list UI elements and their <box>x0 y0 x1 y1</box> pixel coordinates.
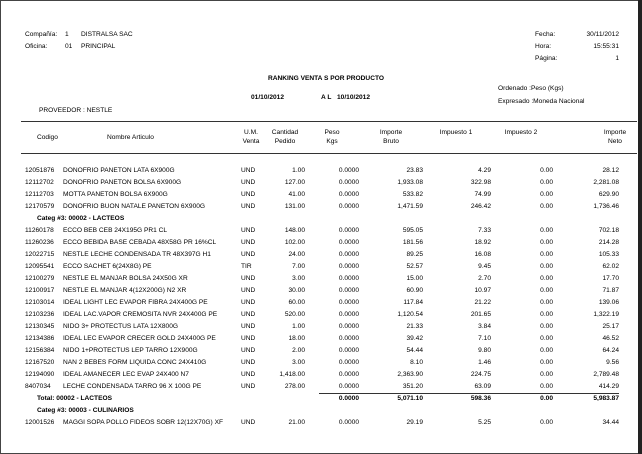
total-imp2: 0.00 <box>540 395 553 402</box>
cell-qty: 3.00 <box>292 359 305 366</box>
cell-name: NESTLE EL MANJAR BOLSA 24X50G XR <box>63 275 188 282</box>
cell-imp1: 9.45 <box>478 263 491 270</box>
cell-peso: 0.0000 <box>338 227 359 234</box>
cell-imp1: 18.92 <box>474 239 491 246</box>
cell-name: ECCO BEBIDA BASE CEBADA 48X58G PR 16%CL <box>63 239 217 246</box>
cell-neto: 1,736.46 <box>593 203 619 210</box>
company-code: 1 <box>65 31 69 38</box>
expresado-text: Expresado :Moneda Nacional <box>498 98 585 105</box>
pagina-label: Página: <box>535 55 558 62</box>
cell-peso: 0.0000 <box>338 347 359 354</box>
total-peso: 0.0000 <box>338 395 359 402</box>
cell-name: NAN 2 BEBES FORM LIQUIDA CONC 24X410G <box>63 359 207 366</box>
cell-bruto: 1,933.08 <box>397 179 423 186</box>
cell-bruto: 39.42 <box>406 335 423 342</box>
cell-name: DONOFRIO PANETON LATA 6X900G <box>63 167 175 174</box>
col-um-1: U.M. <box>244 129 258 136</box>
cell-imp2: 0.00 <box>540 311 553 318</box>
col-neto-1: Importe <box>603 129 627 136</box>
cell-bruto: 1,120.54 <box>397 311 423 318</box>
cell-um: UND <box>241 167 256 174</box>
cell-imp1: 16.08 <box>474 251 491 258</box>
cell-code: 12134386 <box>25 335 55 342</box>
cell-peso: 0.0000 <box>338 419 359 426</box>
fecha-label: Fecha: <box>535 31 556 38</box>
cell-imp2: 0.00 <box>540 227 553 234</box>
cell-code: 12001526 <box>25 419 55 426</box>
cell-imp2: 0.00 <box>540 239 553 246</box>
cell-name: NESTLE EL MANJAR 4(12X200G) N2 XR <box>63 287 187 294</box>
cell-qty: 520.00 <box>284 311 305 318</box>
cell-imp1: 2.70 <box>478 275 491 282</box>
cell-qty: 21.00 <box>288 419 305 426</box>
cell-name: IDEAL AMANECER LEC EVAP 24X400 N7 <box>63 371 189 378</box>
cell-bruto: 54.44 <box>406 347 423 354</box>
cell-neto: 2,789.48 <box>593 371 619 378</box>
cell-name: IDEAL LEC EVAPOR CRECER GOLD 24X400G PE <box>63 335 216 342</box>
cell-name: IDEAL LAC.VAPOR CREMOSITA NVR 24X400G PE <box>63 311 218 318</box>
cell-um: UND <box>241 299 256 306</box>
company-name: DISTRALSA SAC <box>81 31 133 38</box>
cell-imp1: 201.65 <box>470 311 491 318</box>
cell-imp1: 5.25 <box>478 419 491 426</box>
cell-imp2: 0.00 <box>540 323 553 330</box>
cell-imp1: 10.97 <box>474 287 491 294</box>
cell-um: UND <box>241 227 256 234</box>
cell-qty: 24.00 <box>288 251 305 258</box>
cell-name: MOTTA PANETON BOLSA 6X900G <box>63 191 168 198</box>
cell-imp2: 0.00 <box>540 419 553 426</box>
cell-bruto: 60.90 <box>406 287 423 294</box>
cell-imp2: 0.00 <box>540 275 553 282</box>
cell-imp1: 322.98 <box>470 179 491 186</box>
cell-imp1: 1.46 <box>478 359 491 366</box>
cell-name: NIDO 3+ PROTECTUS LATA 12X800G <box>63 323 179 330</box>
office-label: Oficina: <box>25 43 48 50</box>
cell-code: 12051876 <box>25 167 55 174</box>
col-um-2: Venta <box>242 138 260 145</box>
cell-imp2: 0.00 <box>540 383 553 390</box>
category-heading: Categ #3: 00003 - CULINARIOS <box>37 407 134 414</box>
cell-qty: 7.00 <box>292 263 305 270</box>
cell-imp2: 0.00 <box>540 359 553 366</box>
cell-imp2: 0.00 <box>540 191 553 198</box>
office-name: PRINCIPAL <box>81 43 116 50</box>
cell-code: 12170579 <box>25 203 55 210</box>
cell-qty: 278.00 <box>284 383 305 390</box>
cell-imp1: 224.75 <box>470 371 491 378</box>
cell-name: ECCO BEB CEB 24X195G PR1 CL <box>63 227 168 234</box>
cell-neto: 17.70 <box>602 275 619 282</box>
cell-um: UND <box>241 383 256 390</box>
cell-bruto: 117.84 <box>403 299 423 306</box>
cell-um: UND <box>241 179 256 186</box>
cell-qty: 1.00 <box>292 323 305 330</box>
total-neto: 5,983.87 <box>593 395 619 402</box>
cell-um: UND <box>241 239 256 246</box>
vertical-scrollbar[interactable] <box>638 0 642 454</box>
cell-neto: 64.24 <box>602 347 619 354</box>
cell-imp2: 0.00 <box>540 203 553 210</box>
cell-qty: 1.00 <box>292 167 305 174</box>
cell-qty: 41.00 <box>288 191 305 198</box>
col-impuesto2: Impuesto 2 <box>504 129 538 136</box>
cell-peso: 0.0000 <box>338 299 359 306</box>
cell-um: UND <box>241 287 256 294</box>
cell-neto: 702.18 <box>598 227 619 234</box>
cell-code: 11260178 <box>25 227 54 234</box>
cell-code: 12100917 <box>25 287 55 294</box>
date-from: 01/10/2012 <box>251 94 285 101</box>
cell-neto: 62.02 <box>602 263 619 270</box>
cell-neto: 46.52 <box>602 335 619 342</box>
cell-bruto: 181.56 <box>402 239 423 246</box>
proveedor-text: PROVEEDOR : NESTLE <box>39 107 113 114</box>
cell-qty: 18.00 <box>288 335 305 342</box>
cell-neto: 214.28 <box>598 239 619 246</box>
company-label: Compañía: <box>25 31 58 38</box>
cell-imp2: 0.00 <box>540 335 553 342</box>
cell-code: 12103236 <box>25 311 55 318</box>
category-heading: Categ #3: 00002 - LACTEOS <box>37 215 125 222</box>
office-code: 01 <box>65 43 73 50</box>
hora-label: Hora: <box>535 43 552 50</box>
total-divider <box>319 393 619 394</box>
cell-bruto: 595.05 <box>402 227 423 234</box>
cell-bruto: 89.25 <box>406 251 423 258</box>
cell-um: UND <box>241 275 256 282</box>
cell-code: 12156384 <box>25 347 55 354</box>
cell-neto: 2,281.08 <box>593 179 619 186</box>
cell-peso: 0.0000 <box>338 359 359 366</box>
cell-peso: 0.0000 <box>338 179 359 186</box>
cell-um: TIR <box>241 263 252 270</box>
cell-qty: 131.00 <box>284 203 305 210</box>
cell-imp2: 0.00 <box>540 167 553 174</box>
cell-um: UND <box>241 359 256 366</box>
col-impuesto1: Impuesto 1 <box>439 129 473 136</box>
cell-imp1: 21.22 <box>474 299 491 306</box>
cell-peso: 0.0000 <box>338 287 359 294</box>
cell-neto: 71.87 <box>602 287 619 294</box>
cell-name: NESTLE LECHE CONDENSADA TR 48X397G H1 <box>63 251 211 258</box>
col-peso-2: Kgs <box>326 138 338 145</box>
cell-peso: 0.0000 <box>338 335 359 342</box>
col-codigo: Codigo <box>37 134 58 141</box>
col-peso-1: Peso <box>324 129 340 136</box>
total-label: Total: 00002 - LACTEOS <box>37 395 112 402</box>
cell-imp2: 0.00 <box>540 179 553 186</box>
header-divider-bottom <box>21 153 637 154</box>
cell-peso: 0.0000 <box>338 203 359 210</box>
cell-qty: 148.00 <box>284 227 305 234</box>
cell-neto: 105.33 <box>598 251 619 258</box>
cell-neto: 1,322.19 <box>593 311 619 318</box>
cell-imp2: 0.00 <box>540 371 553 378</box>
cell-code: 12103014 <box>25 299 55 306</box>
cell-qty: 3.00 <box>292 275 305 282</box>
cell-neto: 414.29 <box>598 383 619 390</box>
col-cant-1: Cantidad <box>271 129 299 136</box>
cell-neto: 9.56 <box>606 359 619 366</box>
cell-imp2: 0.00 <box>540 251 553 258</box>
cell-bruto: 29.19 <box>406 419 423 426</box>
cell-peso: 0.0000 <box>338 275 359 282</box>
cell-um: UND <box>241 203 256 210</box>
cell-um: UND <box>241 323 256 330</box>
cell-name: DONOFRIO BUON NATALE PANETON 6X900G <box>63 203 206 210</box>
cell-name: LECHE CONDENSADA TARRO 96 X 100G PE <box>63 383 202 390</box>
cell-name: ECCO SACHET 6(24X8G) PE <box>63 263 152 270</box>
cell-imp2: 0.00 <box>540 287 553 294</box>
cell-qty: 30.00 <box>288 287 305 294</box>
cell-bruto: 23.83 <box>406 167 423 174</box>
cell-peso: 0.0000 <box>338 239 359 246</box>
header-divider-top <box>21 121 637 122</box>
cell-bruto: 2,363.90 <box>397 371 423 378</box>
cell-code: 12112702 <box>25 179 54 186</box>
cell-imp1: 4.29 <box>478 167 491 174</box>
cell-name: IDEAL LIGHT LEC EVAPOR FIBRA 24X400G PE <box>63 299 208 306</box>
date-to-label: A L <box>321 94 332 101</box>
cell-imp1: 63.09 <box>474 383 491 390</box>
cell-peso: 0.0000 <box>338 323 359 330</box>
cell-neto: 139.06 <box>598 299 619 306</box>
col-bruto-1: Importe <box>379 129 403 136</box>
cell-um: UND <box>241 371 256 378</box>
cell-bruto: 1,471.59 <box>397 203 423 210</box>
cell-code: 12100279 <box>25 275 55 282</box>
cell-code: 11260236 <box>25 239 54 246</box>
cell-qty: 60.00 <box>288 299 305 306</box>
cell-um: UND <box>241 335 256 342</box>
cell-peso: 0.0000 <box>338 371 359 378</box>
cell-peso: 0.0000 <box>338 263 359 270</box>
total-imp1: 598.36 <box>470 395 491 402</box>
cell-qty: 1,418.00 <box>279 371 305 378</box>
cell-neto: 34.44 <box>602 419 619 426</box>
cell-um: UND <box>241 347 256 354</box>
col-bruto-2: Bruto <box>383 138 399 145</box>
cell-code: 12194090 <box>25 371 55 378</box>
cell-code: 12022715 <box>25 251 55 258</box>
cell-qty: 2.00 <box>292 347 305 354</box>
fecha-value: 30/11/2012 <box>586 31 619 38</box>
total-bruto: 5,071.10 <box>397 395 423 402</box>
cell-um: UND <box>241 419 256 426</box>
cell-neto: 629.90 <box>598 191 619 198</box>
cell-imp2: 0.00 <box>540 299 553 306</box>
cell-bruto: 351.20 <box>402 383 423 390</box>
cell-imp1: 74.99 <box>474 191 491 198</box>
cell-neto: 28.12 <box>602 167 619 174</box>
cell-neto: 25.17 <box>602 323 619 330</box>
cell-um: UND <box>241 251 256 258</box>
cell-qty: 127.00 <box>284 179 305 186</box>
cell-code: 12130345 <box>25 323 55 330</box>
cell-imp1: 9.80 <box>478 347 491 354</box>
cell-name: DONOFRIO PANETON BOLSA 6X900G <box>63 179 182 186</box>
col-articulo: Nombre Articulo <box>107 134 154 141</box>
col-cant-2: Pedido <box>274 138 296 145</box>
cell-peso: 0.0000 <box>338 191 359 198</box>
ordenado-text: Ordenado :Peso (Kgs) <box>498 85 564 92</box>
pagina-value: 1 <box>615 55 619 62</box>
cell-qty: 102.00 <box>284 239 305 246</box>
cell-code: 12167520 <box>25 359 55 366</box>
cell-imp2: 0.00 <box>540 347 553 354</box>
cell-um: UND <box>241 311 256 318</box>
cell-imp1: 246.42 <box>470 203 491 210</box>
report-title: RANKING VENTA S POR PRODUCTO <box>267 75 384 82</box>
cell-name: NIDO 1+PROTECTUS LEP TARRO 12X900G <box>63 347 198 354</box>
cell-code: 12095541 <box>25 263 55 270</box>
cell-imp1: 7.33 <box>478 227 491 234</box>
hora-value: 15:55:31 <box>593 43 619 50</box>
cell-imp1: 7.10 <box>478 335 491 342</box>
cell-name: MAGGI SOPA POLLO FIDEOS SOBR 12(12X70G) XF <box>63 419 224 426</box>
cell-code: 8407034 <box>25 383 51 390</box>
cell-bruto: 52.57 <box>406 263 423 270</box>
cell-peso: 0.0000 <box>338 167 359 174</box>
cell-bruto: 15.00 <box>406 275 423 282</box>
date-to: 10/10/2012 <box>337 94 371 101</box>
cell-bruto: 8.10 <box>410 359 423 366</box>
cell-code: 12112703 <box>25 191 54 198</box>
cell-peso: 0.0000 <box>338 311 359 318</box>
col-neto-2: Neto <box>608 138 622 145</box>
cell-bruto: 533.82 <box>402 191 423 198</box>
cell-imp2: 0.00 <box>540 263 553 270</box>
cell-um: UND <box>241 191 256 198</box>
cell-imp1: 3.84 <box>478 323 491 330</box>
cell-bruto: 21.33 <box>406 323 423 330</box>
cell-peso: 0.0000 <box>338 251 359 258</box>
cell-peso: 0.0000 <box>338 383 359 390</box>
